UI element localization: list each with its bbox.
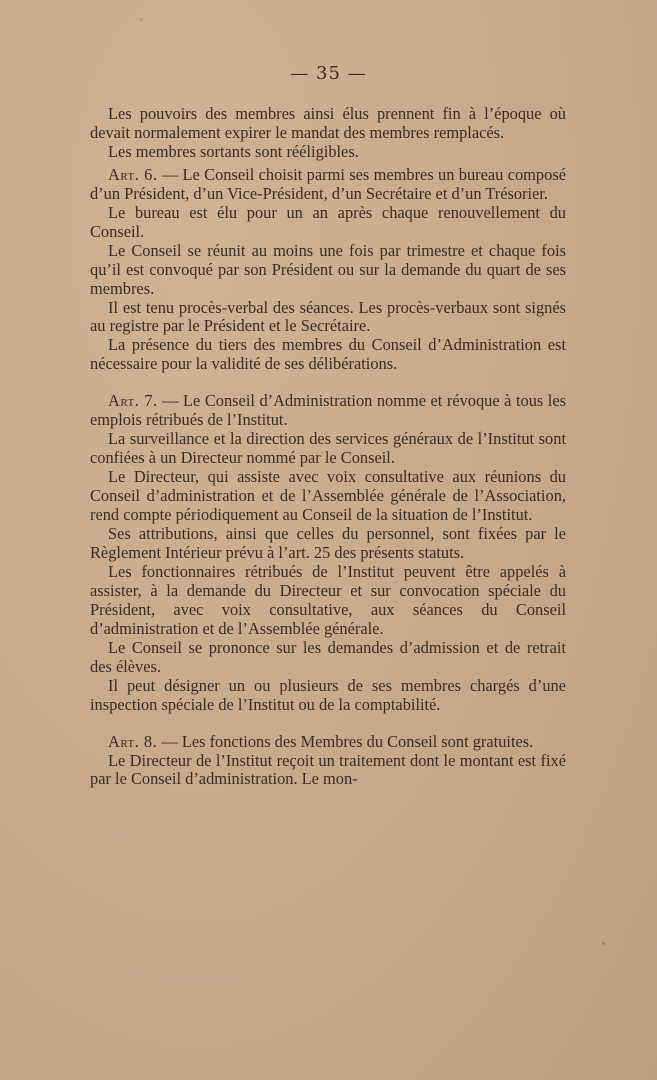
paragraph bbox=[90, 105, 566, 143]
paragraph-text: Le Directeur, qui assiste avec voix consultative aux réunions du Conseil d’administration et de l’Assemblée générale de l’Association, rend compte périodiquement au Conseil de la situation de l’Institut. bbox=[90, 467, 566, 525]
paragraph bbox=[90, 639, 566, 677]
paragraph-text: La présence du tiers des membres du Conseil d’Administration est nécessaire pour la validité de ses délibérations. bbox=[90, 335, 566, 374]
paragraph bbox=[90, 468, 566, 525]
paragraph bbox=[90, 752, 566, 790]
paragraph-text: Le Conseil se réunit au moins une fois par trimestre et chaque fois qu’il est convoqué par son Président ou sur la demande du quart de ses membres. bbox=[90, 240, 566, 298]
page-number: — 35 — bbox=[290, 63, 367, 84]
article-label: Art. 8. bbox=[108, 731, 158, 751]
paper-speck bbox=[480, 430, 483, 433]
article-label: Art. 6. bbox=[108, 164, 158, 184]
paragraph bbox=[90, 242, 566, 299]
paragraph-text: — Les fonctions des Membres du Conseil sont gratuites. bbox=[157, 731, 534, 751]
body-text bbox=[90, 105, 566, 789]
paragraph bbox=[90, 563, 566, 639]
paragraph-text: La surveillance et la direction des services généraux de l’Institut sont confiées à un Directeur nommé par le Conseil. bbox=[90, 429, 566, 468]
article-paragraph bbox=[90, 166, 566, 204]
paragraph bbox=[90, 143, 566, 162]
paragraph-text: — Le Conseil d’Administration nomme et révoque à tous les emplois rétribués de l’Institut. bbox=[90, 391, 566, 430]
paragraph-text: Il peut désigner un ou plusieurs de ses membres chargés d’une inspection spéciale de l’Institut ou de la comptabilité. bbox=[90, 675, 566, 714]
paragraph-text: — Le Conseil choisit parmi ses membres un bureau composé d’un Président, d’un Vice-Président, d’un Secrétaire et d’un Trésorier. bbox=[90, 164, 566, 203]
paragraph-text: Il est tenu procès-verbal des séances. Les procès-verbaux sont signés au registre par le Président et le Secrétaire. bbox=[90, 297, 566, 336]
paper-speck bbox=[602, 942, 605, 945]
paragraph bbox=[90, 299, 566, 337]
paper-speck bbox=[140, 18, 143, 21]
paragraph-text: Le Directeur de l’Institut reçoit un traitement dont le montant est fixé par le Conseil d’administration. Le mon- bbox=[90, 750, 566, 789]
paragraph-text: Ses attributions, ainsi que celles du personnel, sont fixées par le Règlement Intérieur prévu à l’art. 25 des présents statuts. bbox=[90, 524, 566, 562]
paragraph-text: Les membres sortants sont rééligibles. bbox=[108, 141, 359, 161]
article-label: Art. 7. bbox=[108, 391, 158, 411]
paragraph bbox=[90, 336, 566, 374]
paragraph-text: Les fonctionnaires rétribués de l’Institut peuvent être appelés à assister, à la demande du Directeur et sur convocation spéciale du Président, avec voix consultative, aux séances du Conseil d’administration et de l’Assemblée générale. bbox=[90, 561, 566, 638]
article-paragraph bbox=[90, 392, 566, 430]
article-paragraph bbox=[90, 733, 566, 752]
paragraph-text: Le bureau est élu pour un an après chaque renouvellement du Conseil. bbox=[90, 202, 566, 241]
paragraph bbox=[90, 677, 566, 715]
paragraph-text: Le Conseil se prononce sur les demandes d’admission et de retrait des élèves. bbox=[90, 637, 566, 676]
paragraph-text: Les pouvoirs des membres ainsi élus prennent fin à l’époque où devait normalement expirer le mandat des membres remplacés. bbox=[90, 104, 566, 142]
paragraph bbox=[90, 204, 566, 242]
paragraph bbox=[90, 430, 566, 468]
paragraph bbox=[90, 525, 566, 563]
